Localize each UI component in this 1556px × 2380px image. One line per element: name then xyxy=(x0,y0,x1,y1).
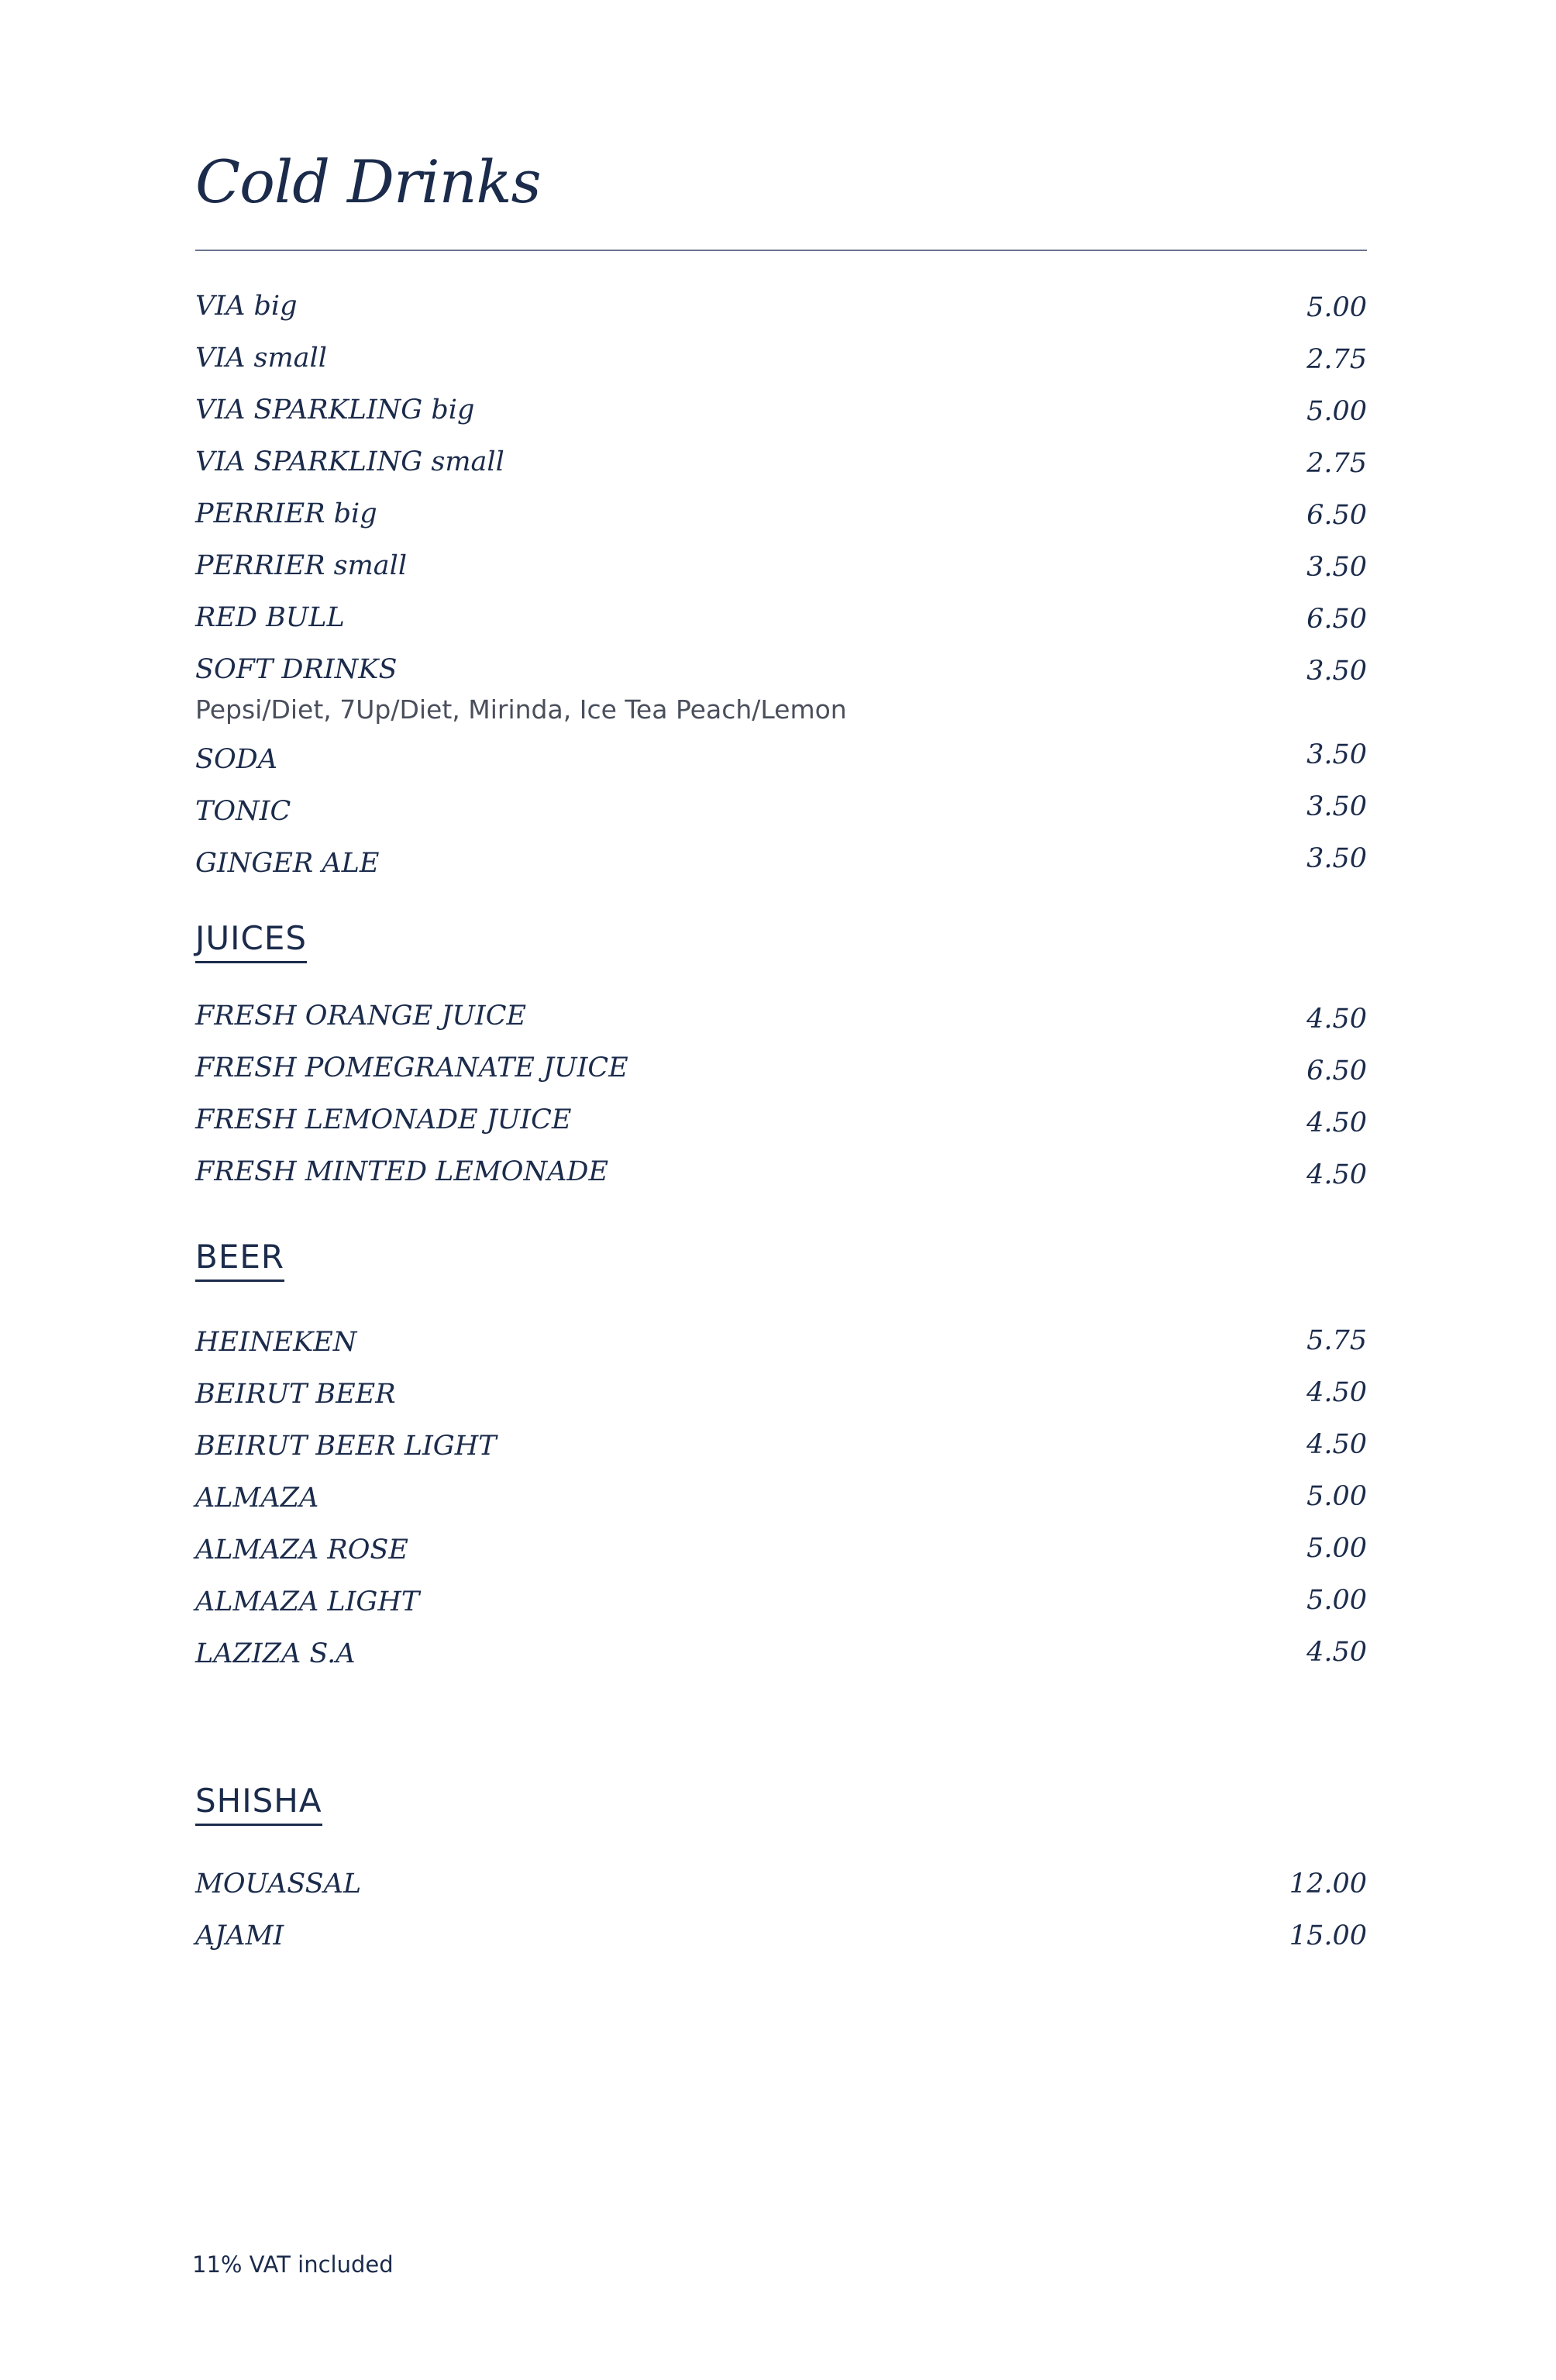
menu-item-name: SOFT DRINKS xyxy=(195,654,398,685)
title-divider xyxy=(195,250,1367,251)
menu-item-name: ALMAZA LIGHT xyxy=(195,1586,420,1617)
menu-item-price: 4.50 xyxy=(1306,1637,1367,1668)
menu-item-name: RED BULL xyxy=(195,602,345,633)
menu-item-price: 4.50 xyxy=(1306,1107,1367,1138)
menu-item-price: 3.50 xyxy=(1306,656,1367,687)
menu-item-name: BEIRUT BEER xyxy=(195,1379,396,1410)
menu-item-price: 4.50 xyxy=(1306,1159,1367,1190)
menu-item-price: 6.50 xyxy=(1306,500,1367,531)
section-heading-beer: BEER xyxy=(195,1241,284,1282)
menu-item-description: Pepsi/Diet, 7Up/Diet, Mirinda, Ice Tea Peach/Lemon xyxy=(195,694,847,725)
menu-item-name: HEINEKEN xyxy=(195,1327,357,1358)
menu-item-price: 5.00 xyxy=(1306,1481,1367,1512)
menu-item-name: FRESH POMEGRANATE JUICE xyxy=(195,1052,628,1083)
section-heading-juices: JUICES xyxy=(195,922,307,963)
menu-item-name: PERRIER big xyxy=(195,498,377,529)
menu-item-name: VIA big xyxy=(195,291,298,322)
menu-item-price: 6.50 xyxy=(1306,1056,1367,1087)
menu-item-name: PERRIER small xyxy=(195,550,408,581)
menu-item-price: 4.50 xyxy=(1306,1429,1367,1460)
menu-item-price: 5.00 xyxy=(1306,396,1367,427)
menu-item-name: ALMAZA xyxy=(195,1483,319,1514)
menu-item-price: 5.75 xyxy=(1306,1325,1367,1356)
menu-item-name: TONIC xyxy=(195,796,291,827)
menu-item-price: 3.50 xyxy=(1306,843,1367,874)
menu-item-name: VIA small xyxy=(195,343,327,374)
menu-item-name: FRESH LEMONADE JUICE xyxy=(195,1104,572,1135)
menu-item-price: 3.50 xyxy=(1306,791,1367,822)
menu-item-price: 5.00 xyxy=(1306,1533,1367,1564)
menu-item-name: FRESH MINTED LEMONADE xyxy=(195,1156,609,1187)
menu-item-price: 5.00 xyxy=(1306,1585,1367,1616)
menu-item-name: MOUASSAL xyxy=(195,1869,362,1900)
menu-item-name: BEIRUT BEER LIGHT xyxy=(195,1431,497,1462)
menu-item-price: 4.50 xyxy=(1306,1377,1367,1408)
menu-item-price: 4.50 xyxy=(1306,1004,1367,1035)
menu-item-price: 6.50 xyxy=(1306,604,1367,635)
page-title: Cold Drinks xyxy=(195,147,541,216)
menu-item-name: ALMAZA ROSE xyxy=(195,1534,408,1565)
menu-item-name: GINGER ALE xyxy=(195,848,380,879)
menu-item-price: 2.75 xyxy=(1306,344,1367,375)
menu-item-name: FRESH ORANGE JUICE xyxy=(195,1001,527,1032)
menu-item-name: LAZIZA S.A xyxy=(195,1638,356,1669)
menu-item-price: 15.00 xyxy=(1289,1920,1367,1951)
menu-item-price: 12.00 xyxy=(1289,1869,1367,1900)
menu-item-price: 3.50 xyxy=(1306,739,1367,770)
menu-item-price: 5.00 xyxy=(1306,292,1367,323)
menu-item-name: AJAMI xyxy=(195,1920,284,1951)
menu-item-price: 2.75 xyxy=(1306,448,1367,479)
menu-item-name: SODA xyxy=(195,744,278,775)
menu-item-price: 3.50 xyxy=(1306,552,1367,583)
vat-footnote: 11% VAT included xyxy=(192,2251,394,2278)
section-heading-shisha: SHISHA xyxy=(195,1785,322,1826)
menu-item-name: VIA SPARKLING small xyxy=(195,446,504,477)
menu-item-name: VIA SPARKLING big xyxy=(195,394,475,425)
